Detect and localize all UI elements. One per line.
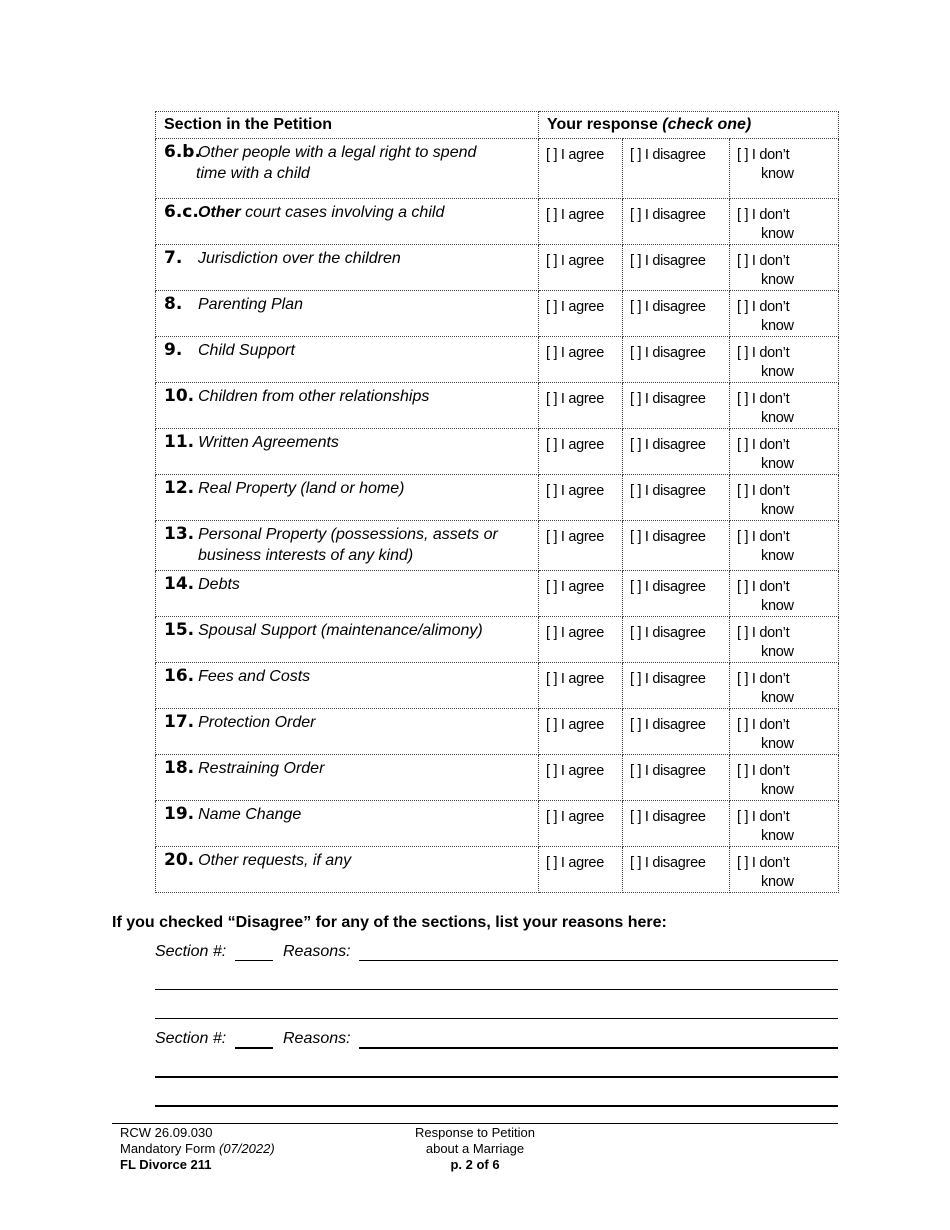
dont-know-option[interactable]: [ ] I don’t know xyxy=(730,709,839,755)
disagree-option[interactable]: [ ] I disagree xyxy=(623,139,730,199)
header-section-cell xyxy=(156,112,539,139)
section-label: Written Agreements xyxy=(198,434,339,451)
agree-option[interactable]: [ ] I agree xyxy=(539,291,623,337)
dont-know-option[interactable]: [ ] I don’t know xyxy=(730,801,839,847)
section-label: Parenting Plan xyxy=(198,296,303,313)
section-label: Child Support xyxy=(198,342,295,359)
dont-know-option[interactable]: [ ] I don’t know xyxy=(730,291,839,337)
section-cell xyxy=(156,475,539,521)
disagree-option[interactable]: [ ] I disagree xyxy=(623,571,730,617)
section-label: Personal Property (possessions, assets or xyxy=(198,526,498,543)
section-cell xyxy=(156,755,539,801)
agree-option[interactable]: [ ] I agree xyxy=(539,139,623,199)
agree-option[interactable]: [ ] I agree xyxy=(539,521,623,571)
section-number: 8. xyxy=(164,294,183,314)
table-row xyxy=(156,383,839,429)
section-cell xyxy=(156,709,539,755)
footer-center xyxy=(395,1125,555,1173)
section-number: 15. xyxy=(164,620,195,640)
section-label: Other court cases involving a child xyxy=(198,204,445,221)
header-response: Your response (check one) xyxy=(547,116,752,133)
disagree-option[interactable]: [ ] I disagree xyxy=(623,199,730,245)
disagree-option[interactable]: [ ] I disagree xyxy=(623,291,730,337)
dont-know-option[interactable]: [ ] I don’t know xyxy=(730,521,839,571)
table-row xyxy=(156,139,839,199)
agree-option[interactable]: [ ] I agree xyxy=(539,475,623,521)
section-label: Jurisdiction over the children xyxy=(198,250,401,267)
table-row xyxy=(156,337,839,383)
dont-know-option[interactable]: [ ] I don’t know xyxy=(730,847,839,893)
section-cell xyxy=(156,429,539,475)
section-number-field[interactable] xyxy=(235,1047,273,1049)
disagree-option[interactable]: [ ] I disagree xyxy=(623,475,730,521)
table-row xyxy=(156,429,839,475)
response-table xyxy=(155,111,839,893)
disagree-option[interactable]: [ ] I disagree xyxy=(623,663,730,709)
dont-know-option[interactable]: [ ] I don’t know xyxy=(730,663,839,709)
section-label-cont: business interests of any kind) xyxy=(198,547,414,564)
disagree-option[interactable]: [ ] I disagree xyxy=(623,245,730,291)
section-cell xyxy=(156,663,539,709)
section-label: Section #: xyxy=(155,943,227,960)
disagree-option[interactable]: [ ] I disagree xyxy=(623,383,730,429)
section-cell xyxy=(156,847,539,893)
agree-option[interactable]: [ ] I agree xyxy=(539,199,623,245)
section-label: Debts xyxy=(198,576,240,593)
reasons-field[interactable] xyxy=(359,1047,838,1049)
table-row xyxy=(156,571,839,617)
footer-divider xyxy=(112,1123,838,1124)
reasons-line[interactable] xyxy=(155,989,838,990)
footer-title-2: about a Marriage xyxy=(425,1141,525,1156)
table-row xyxy=(156,709,839,755)
section-label: Other requests, if any xyxy=(198,852,352,869)
table-row xyxy=(156,291,839,337)
table-row xyxy=(156,617,839,663)
section-number: 20. xyxy=(164,850,195,870)
table-row xyxy=(156,847,839,893)
table-row xyxy=(156,245,839,291)
section-number-field[interactable] xyxy=(235,960,273,961)
header-response-note: (check one) xyxy=(662,116,752,133)
section-label: Other people with a legal right to spend xyxy=(198,144,477,161)
footer-page: p. 2 of 6 xyxy=(450,1157,500,1172)
agree-option[interactable]: [ ] I agree xyxy=(539,709,623,755)
footer-form-date: (07/2022) xyxy=(219,1141,275,1156)
section-number: 17. xyxy=(164,712,195,732)
section-label: Section #: xyxy=(155,1030,227,1047)
disagree-option[interactable]: [ ] I disagree xyxy=(623,801,730,847)
section-cell xyxy=(156,199,539,245)
disagree-option[interactable]: [ ] I disagree xyxy=(623,429,730,475)
reasons-line[interactable] xyxy=(155,1018,838,1019)
agree-option[interactable]: [ ] I agree xyxy=(539,617,623,663)
reasons-line[interactable] xyxy=(155,1105,838,1107)
table-row xyxy=(156,801,839,847)
footer-rcw: RCW 26.09.030 xyxy=(120,1125,213,1140)
agree-option[interactable]: [ ] I agree xyxy=(539,847,623,893)
section-number: 13. xyxy=(164,524,195,544)
table-header-row xyxy=(156,112,839,139)
dont-know-option[interactable]: [ ] I don’t know xyxy=(730,245,839,291)
reason-entry-1 xyxy=(155,943,226,965)
footer-title-1: Response to Petition xyxy=(415,1125,535,1140)
dont-know-option[interactable]: [ ] I don’t know xyxy=(730,755,839,801)
section-label: Spousal Support (maintenance/alimony) xyxy=(198,622,483,639)
table-row xyxy=(156,199,839,245)
disagree-option[interactable]: [ ] I disagree xyxy=(623,847,730,893)
section-label: Restraining Order xyxy=(198,760,325,777)
header-response-cell xyxy=(539,112,839,139)
section-label: Real Property (land or home) xyxy=(198,480,405,497)
footer-form-id: FL Divorce 211 xyxy=(120,1157,212,1172)
dont-know-option[interactable]: [ ] I don’t know xyxy=(730,337,839,383)
dont-know-option[interactable]: [ ] I don’t know xyxy=(730,199,839,245)
footer-mandatory-form: Mandatory Form (07/2022) xyxy=(120,1141,275,1156)
header-section: Section in the Petition xyxy=(164,116,333,133)
section-cell xyxy=(156,139,539,199)
disagree-option[interactable]: [ ] I disagree xyxy=(623,617,730,663)
agree-option[interactable]: [ ] I agree xyxy=(539,801,623,847)
section-cell xyxy=(156,337,539,383)
reason-entry-2 xyxy=(155,1030,226,1052)
dont-know-option[interactable]: [ ] I don’t know xyxy=(730,383,839,429)
agree-option[interactable]: [ ] I agree xyxy=(539,571,623,617)
dont-know-option[interactable]: [ ] I don’t know xyxy=(730,429,839,475)
section-number: 9. xyxy=(164,340,183,360)
table-row xyxy=(156,475,839,521)
section-number: 10. xyxy=(164,386,195,406)
dont-know-option[interactable]: [ ] I don’t know xyxy=(730,571,839,617)
disagree-option[interactable]: [ ] I disagree xyxy=(623,755,730,801)
section-label-cont: time with a child xyxy=(196,165,310,182)
section-number: 7. xyxy=(164,248,183,268)
table-row xyxy=(156,755,839,801)
footer-left xyxy=(120,1125,275,1173)
dont-know-option[interactable]: [ ] I don’t know xyxy=(730,617,839,663)
section-label: Name Change xyxy=(198,806,302,823)
section-number: 6.b. xyxy=(164,142,201,162)
reasons-heading: If you checked “Disagree” for any of the sections, list your reasons here: xyxy=(112,914,667,931)
section-cell xyxy=(156,801,539,847)
section-cell xyxy=(156,521,539,571)
dont-know-option[interactable]: [ ] I don’t know xyxy=(730,139,839,199)
agree-option[interactable]: [ ] I agree xyxy=(539,337,623,383)
section-number: 16. xyxy=(164,666,195,686)
reasons-line[interactable] xyxy=(155,1076,838,1078)
reasons-field[interactable] xyxy=(359,960,838,961)
disagree-option[interactable]: [ ] I disagree xyxy=(623,521,730,571)
section-cell xyxy=(156,571,539,617)
section-number: 12. xyxy=(164,478,195,498)
agree-option[interactable]: [ ] I agree xyxy=(539,755,623,801)
section-number: 18. xyxy=(164,758,195,778)
section-cell xyxy=(156,291,539,337)
table-row xyxy=(156,663,839,709)
dont-know-option[interactable]: [ ] I don’t know xyxy=(730,475,839,521)
section-cell xyxy=(156,383,539,429)
disagree-option[interactable]: [ ] I disagree xyxy=(623,709,730,755)
section-cell xyxy=(156,617,539,663)
agree-option[interactable]: [ ] I agree xyxy=(539,663,623,709)
reasons-label-1: Reasons: xyxy=(283,943,351,960)
section-label: Protection Order xyxy=(198,714,316,731)
section-number: 6.c. xyxy=(164,202,199,222)
disagree-option[interactable]: [ ] I disagree xyxy=(623,337,730,383)
section-cell xyxy=(156,245,539,291)
section-label: Fees and Costs xyxy=(198,668,311,685)
agree-option[interactable]: [ ] I agree xyxy=(539,429,623,475)
agree-option[interactable]: [ ] I agree xyxy=(539,383,623,429)
agree-option[interactable]: [ ] I agree xyxy=(539,245,623,291)
table-row xyxy=(156,521,839,571)
section-number: 19. xyxy=(164,804,195,824)
section-label: Children from other relationships xyxy=(198,388,430,405)
reasons-label-2: Reasons: xyxy=(283,1030,351,1047)
section-number: 11. xyxy=(164,432,195,452)
section-number: 14. xyxy=(164,574,195,594)
